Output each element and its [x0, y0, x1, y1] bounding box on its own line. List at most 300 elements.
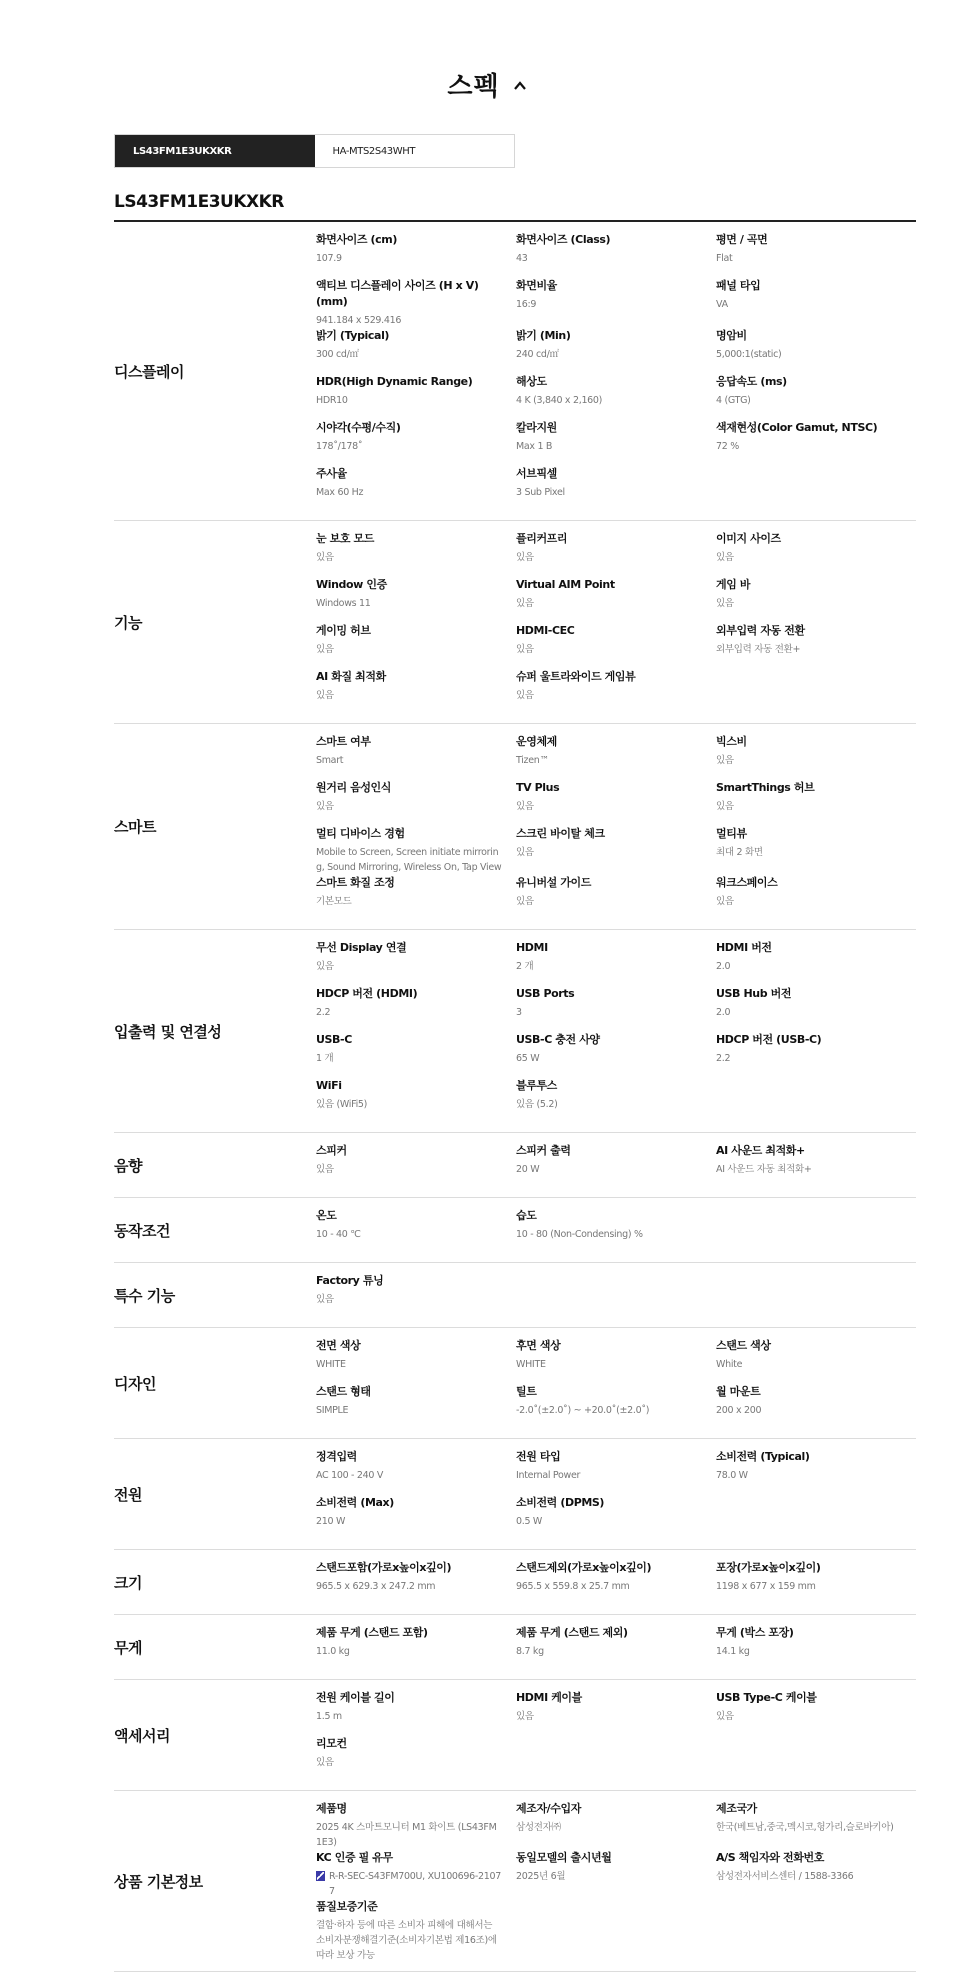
spec-value: 삼성전자㈜: [516, 1822, 561, 1833]
spec-item: [516, 1338, 716, 1384]
spec-item: [516, 1384, 716, 1430]
spec-item: [316, 1690, 516, 1736]
spec-value: White: [716, 1359, 743, 1370]
section-title: 스마트: [114, 818, 156, 836]
spec-value: HDR10: [316, 395, 348, 406]
spec-section: [114, 521, 916, 724]
spec-label: 소비전력 (DPMS): [516, 1496, 605, 1509]
section-title: 디자인: [114, 1374, 156, 1393]
spec-label: 스피커: [316, 1144, 347, 1157]
spec-label: 품질보증기준: [316, 1900, 378, 1913]
spec-value: 있음: [316, 690, 334, 701]
spec-value: 16:9: [516, 299, 537, 310]
spec-value: 있음: [716, 1711, 734, 1722]
spec-value: 있음: [716, 755, 734, 766]
spec-item: [516, 1143, 716, 1189]
spec-item: [516, 1560, 716, 1606]
spec-label: 슈퍼 울트라와이드 게임뷰: [516, 670, 636, 683]
spec-item: [716, 940, 916, 986]
spec-item: [516, 1495, 716, 1541]
spec-item: [316, 1736, 516, 1782]
spec-item: [316, 420, 516, 466]
spec-value: 있음: [316, 801, 334, 812]
spec-label: 후면 색상: [516, 1339, 561, 1352]
spec-label: 스탠드 색상: [716, 1339, 771, 1352]
spec-label: 서브픽셀: [516, 467, 557, 480]
spec-value: 있음: [316, 1294, 334, 1305]
spec-value: 1198 x 677 x 159 mm: [716, 1581, 816, 1592]
spec-label: 무게 (박스 포장): [716, 1626, 794, 1639]
spec-item: [716, 780, 916, 826]
spec-item: [716, 232, 916, 278]
spec-item: [516, 577, 716, 623]
spec-label: 응답속도 (ms): [716, 375, 787, 388]
spec-value: 한국(베트남,중국,멕시코,헝가리,슬로바키아): [716, 1822, 894, 1833]
spec-value: AC 100 - 240 V: [316, 1470, 384, 1481]
spec-value: 있음: [316, 644, 334, 655]
kc-cert-value: [316, 1869, 502, 1899]
spec-item: [716, 734, 916, 780]
spec-value: 있음: [516, 598, 534, 609]
spec-label: 칼라지원: [516, 421, 557, 434]
spec-label: 명암비: [716, 329, 747, 342]
spec-value: 있음: [516, 644, 534, 655]
spec-item: [316, 826, 516, 875]
spec-item: [516, 1850, 716, 1899]
spec-value: 있음: [516, 690, 534, 701]
spec-value: 있음: [716, 552, 734, 563]
spec-item: [716, 1625, 916, 1671]
spec-section: [114, 1439, 916, 1550]
spec-item: [316, 986, 516, 1032]
section-title: 기능: [114, 613, 142, 632]
section-title: 액세서리: [114, 1726, 170, 1745]
kc-mark-icon: [316, 1871, 325, 1881]
spec-item: [516, 669, 716, 715]
spec-label: HDCP 버전 (USB-C): [716, 1033, 822, 1046]
spec-value: R-R-SEC-S43FM700U, XU100696-21077: [329, 1871, 502, 1897]
spec-label: 소비전력 (Typical): [716, 1450, 810, 1463]
spec-label: HDMI 버전: [716, 941, 772, 954]
section-title: 상품 기본정보: [114, 1872, 203, 1891]
model-title: LS43FM1E3UKXKR: [114, 192, 284, 212]
spec-label: 색재현성(Color Gamut, NTSC): [716, 421, 878, 434]
spec-value: 43: [516, 253, 528, 264]
spec-value: Flat: [716, 253, 733, 264]
spec-item: [516, 232, 716, 278]
spec-item: [316, 875, 516, 921]
spec-value: 0.5 W: [516, 1516, 543, 1527]
spec-section: [114, 724, 916, 930]
spec-value: 있음: [316, 552, 334, 563]
spec-item: [316, 232, 516, 278]
spec-value: 있음: [516, 847, 534, 858]
spec-grid: [316, 1680, 916, 1790]
spec-section: [114, 1680, 916, 1791]
spec-value: 965.5 x 629.3 x 247.2 mm: [316, 1581, 436, 1592]
spec-item: [316, 1273, 516, 1319]
spec-label: HDMI 케이블: [516, 1691, 582, 1704]
section-title: 동작조건: [114, 1221, 170, 1240]
spec-value: WHITE: [516, 1359, 546, 1370]
spec-label: 패널 타입: [716, 279, 761, 292]
spec-label: WiFi: [316, 1079, 342, 1092]
spec-value: 있음: [516, 552, 534, 563]
spec-item: [316, 1078, 516, 1124]
spec-item: [716, 278, 916, 328]
spec-item: [316, 1801, 516, 1850]
spec-value: 8.7 kg: [516, 1646, 544, 1657]
spec-label: HDR(High Dynamic Range): [316, 375, 473, 388]
spec-item: [316, 328, 516, 374]
model-tabs: [114, 134, 515, 168]
spec-label: USB Hub 버전: [716, 987, 792, 1000]
spec-item: [516, 531, 716, 577]
spec-label: 스탠드포함(가로x높이x깊이): [316, 1561, 452, 1574]
spec-value: 있음: [316, 961, 334, 972]
spec-label: 제조국가: [716, 1802, 757, 1815]
spec-value: 있음: [516, 801, 534, 812]
spec-label: 이미지 사이즈: [716, 532, 781, 545]
spec-item: [316, 577, 516, 623]
spec-label: 스피커 출력: [516, 1144, 571, 1157]
spec-label: 동일모델의 출시년월: [516, 1851, 612, 1864]
spec-label: 게임 바: [716, 578, 751, 591]
spec-item: [716, 420, 916, 466]
spec-value: 210 W: [316, 1516, 346, 1527]
spec-value: VA: [716, 299, 728, 310]
spec-label: USB-C: [316, 1033, 352, 1046]
spec-label: Virtual AIM Point: [516, 578, 615, 591]
spec-item: [316, 1495, 516, 1541]
spec-grid: [316, 1263, 916, 1327]
spec-label: 블루투스: [516, 1079, 557, 1092]
spec-item: [516, 986, 716, 1032]
spec-value: Mobile to Screen, Screen initiate mirroring, Sound Mirroring, Wireless On, Tap View: [316, 847, 502, 873]
spec-item: [516, 780, 716, 826]
spec-label: 온도: [316, 1209, 337, 1222]
spec-label: 플리커프리: [516, 532, 568, 545]
spec-item: [316, 1143, 516, 1189]
section-title: 무게: [114, 1638, 142, 1657]
spec-header[interactable]: [0, 64, 973, 104]
spec-value: 2.0: [716, 1007, 731, 1018]
spec-label: KC 인증 필 유무: [316, 1851, 393, 1864]
spec-section: [114, 1791, 916, 1972]
spec-value: 240 cd/㎡: [516, 349, 559, 360]
tab-ha-mts2s43wht[interactable]: HA-MTS2S43WHT: [315, 135, 515, 167]
spec-label: 게이밍 허브: [316, 624, 371, 637]
spec-item: [516, 1625, 716, 1671]
spec-grid: [316, 521, 916, 723]
spec-value: 4 (GTG): [716, 395, 751, 406]
spec-value: 기본모드: [316, 896, 352, 907]
spec-label: HDCP 버전 (HDMI): [316, 987, 418, 1000]
spec-item: [716, 1449, 916, 1495]
spec-grid: [316, 1550, 916, 1614]
spec-grid: [316, 1133, 916, 1197]
spec-value: 2.2: [716, 1053, 731, 1064]
spec-label: 스탠드제외(가로x높이x깊이): [516, 1561, 652, 1574]
spec-value: 있음: [516, 896, 534, 907]
spec-value: Max 60 Hz: [316, 487, 364, 498]
spec-label: 화면사이즈 (Class): [516, 233, 611, 246]
spec-grid: [316, 222, 916, 520]
spec-label: TV Plus: [516, 781, 560, 794]
spec-value: SIMPLE: [316, 1405, 349, 1416]
spec-label: 전원 케이블 길이: [316, 1691, 395, 1704]
spec-value: 결함·하자 등에 따른 소비자 피해에 대해서는 소비자분쟁해결기준(소비자기본법 제16조)에 따라 보상 가능: [316, 1920, 497, 1961]
chevron-up-icon: [514, 80, 526, 92]
spec-item: [316, 531, 516, 577]
spec-item: [316, 278, 516, 328]
spec-item: [316, 734, 516, 780]
spec-grid: [316, 1791, 916, 1971]
spec-value: 72 %: [716, 441, 739, 452]
spec-item: [716, 1032, 916, 1078]
spec-label: 제품 무게 (스탠드 포함): [316, 1626, 428, 1639]
spec-value: 2025년 6월: [516, 1871, 566, 1882]
spec-item: [716, 1850, 916, 1899]
spec-value: AI 사운드 자동 최적화+: [716, 1164, 812, 1175]
spec-item: [516, 623, 716, 669]
spec-label: 습도: [516, 1209, 537, 1222]
spec-value: Windows 11: [316, 598, 371, 609]
spec-item: [516, 1078, 716, 1124]
spec-value: 941.184 x 529.416: [316, 315, 402, 326]
spec-item: [316, 1625, 516, 1671]
spec-section: [114, 1550, 916, 1615]
spec-section: [114, 930, 916, 1133]
spec-item: [316, 1449, 516, 1495]
spec-item: [716, 1143, 916, 1189]
spec-item: [516, 278, 716, 328]
spec-label: A/S 책임자와 전화번호: [716, 1851, 824, 1864]
spec-label: 리모컨: [316, 1737, 347, 1750]
spec-label: Window 인증: [316, 578, 387, 591]
spec-value: 20 W: [516, 1164, 540, 1175]
section-title: 크기: [114, 1573, 142, 1592]
spec-item: [516, 826, 716, 875]
spec-value: WHITE: [316, 1359, 346, 1370]
spec-label: 외부입력 자동 전환: [716, 624, 805, 637]
spec-label: 스마트 화질 조정: [316, 876, 395, 889]
spec-item: [516, 1032, 716, 1078]
spec-item: [516, 940, 716, 986]
spec-item: [316, 1338, 516, 1384]
spec-value: 178˚/178˚: [316, 441, 363, 452]
spec-value: 있음 (5.2): [516, 1099, 558, 1110]
spec-section: [114, 1615, 916, 1680]
spec-label: 화면비율: [516, 279, 557, 292]
spec-item: [516, 875, 716, 921]
spec-item: [316, 1560, 516, 1606]
tab-ls43fm1e3ukxkr[interactable]: LS43FM1E3UKXKR: [115, 135, 315, 167]
spec-section: [114, 1328, 916, 1439]
spec-label: 월 마운트: [716, 1385, 761, 1398]
spec-item: [716, 875, 916, 921]
spec-grid: [316, 1615, 916, 1679]
spec-label: USB-C 충전 사양: [516, 1033, 600, 1046]
spec-label: 스마트 여부: [316, 735, 371, 748]
spec-label: HDMI-CEC: [516, 624, 575, 637]
spec-grid: [316, 1328, 916, 1438]
spec-label: 틸트: [516, 1385, 537, 1398]
spec-label: 해상도: [516, 375, 547, 388]
spec-label: 밝기 (Typical): [316, 329, 390, 342]
section-title: 디스플레이: [114, 362, 184, 381]
spec-value: 10 - 80 (Non-Condensing) %: [516, 1229, 643, 1240]
spec-item: [316, 1899, 516, 1963]
spec-value: 있음: [316, 1164, 334, 1175]
spec-item: [716, 986, 916, 1032]
spec-label: 화면사이즈 (cm): [316, 233, 397, 246]
spec-item: [716, 623, 916, 669]
spec-label: 빅스비: [716, 735, 747, 748]
spec-label: 전면 색상: [316, 1339, 361, 1352]
spec-item: [516, 1801, 716, 1850]
spec-label: 멀티뷰: [716, 827, 747, 840]
spec-value: 1 개: [316, 1053, 334, 1064]
spec-section: [114, 1263, 916, 1328]
section-title: 전원: [114, 1485, 142, 1504]
spec-label: 원거리 음성인식: [316, 781, 392, 794]
spec-item: [316, 940, 516, 986]
spec-label: 액티브 디스플레이 사이즈 (H x V) (mm): [316, 279, 479, 308]
spec-value: 2.2: [316, 1007, 331, 1018]
spec-item: [316, 1850, 516, 1899]
spec-item: [316, 780, 516, 826]
spec-grid: [316, 724, 916, 929]
spec-item: [516, 1449, 716, 1495]
spec-value: 있음: [316, 1757, 334, 1768]
spec-item: [716, 1560, 916, 1606]
spec-label: AI 사운드 최적화+: [716, 1144, 805, 1157]
spec-value: Max 1 B: [516, 441, 553, 452]
spec-value: 있음: [716, 801, 734, 812]
spec-value: Internal Power: [516, 1470, 581, 1481]
spec-value: 있음: [516, 1711, 534, 1722]
spec-item: [716, 577, 916, 623]
spec-item: [316, 466, 516, 512]
spec-value: 1.5 m: [316, 1711, 342, 1722]
spec-grid: [316, 930, 916, 1132]
spec-label: 제품명: [316, 1802, 347, 1815]
page-title: 스펙: [447, 71, 500, 102]
spec-item: [716, 374, 916, 420]
spec-label: 주사율: [316, 467, 347, 480]
spec-label: USB Type-C 케이블: [716, 1691, 817, 1704]
spec-value: 4 K (3,840 x 2,160): [516, 395, 603, 406]
spec-value: 107.9: [316, 253, 342, 264]
spec-item: [716, 1338, 916, 1384]
spec-label: 제품 무게 (스탠드 제외): [516, 1626, 628, 1639]
spec-label: 시야각(수평/수직): [316, 421, 401, 434]
spec-label: 제조자/수입자: [516, 1802, 581, 1815]
spec-item: [316, 623, 516, 669]
section-title: 입출력 및 연결성: [114, 1022, 222, 1041]
spec-value: 2025 4K 스마트모니터 M1 화이트 (LS43FM1E3): [316, 1822, 497, 1848]
spec-value: 최대 2 화면: [716, 847, 763, 858]
spec-value: Smart: [316, 755, 344, 766]
spec-table: [114, 220, 916, 1972]
section-title: 음향: [114, 1156, 142, 1175]
spec-value: 삼성전자서비스센터 / 1588-3366: [716, 1871, 854, 1882]
spec-label: Factory 튜닝: [316, 1274, 384, 1287]
spec-item: [316, 669, 516, 715]
spec-value: 외부입력 자동 전환+: [716, 644, 801, 655]
spec-item: [716, 328, 916, 374]
spec-value: -2.0˚(±2.0˚) ~ +20.0˚(±2.0˚): [516, 1405, 650, 1416]
spec-item: [716, 531, 916, 577]
spec-item: [516, 466, 716, 512]
spec-section: [114, 1133, 916, 1198]
spec-value: 965.5 x 559.8 x 25.7 mm: [516, 1581, 630, 1592]
spec-value: 있음 (WiFi5): [316, 1099, 368, 1110]
spec-item: [716, 1690, 916, 1736]
spec-item: [516, 374, 716, 420]
section-title: 특수 기능: [114, 1286, 175, 1305]
spec-label: 소비전력 (Max): [316, 1496, 394, 1509]
spec-label: 워크스페이스: [716, 876, 778, 889]
spec-label: SmartThings 허브: [716, 781, 815, 794]
spec-label: 포장(가로x높이x깊이): [716, 1561, 821, 1574]
spec-item: [516, 734, 716, 780]
spec-value: 3: [516, 1007, 522, 1018]
spec-label: 무선 Display 연결: [316, 941, 407, 954]
spec-item: [716, 826, 916, 875]
spec-value: 78.0 W: [716, 1470, 748, 1481]
spec-label: 운영체제: [516, 735, 557, 748]
spec-item: [316, 1032, 516, 1078]
spec-value: 있음: [716, 598, 734, 609]
spec-item: [516, 1208, 716, 1254]
spec-label: 스탠드 형태: [316, 1385, 371, 1398]
spec-label: 정격입력: [316, 1450, 357, 1463]
spec-item: [516, 328, 716, 374]
spec-item: [316, 1208, 516, 1254]
spec-grid: [316, 1439, 916, 1549]
spec-item: [316, 1384, 516, 1430]
spec-value: 65 W: [516, 1053, 540, 1064]
spec-value: 5,000:1(static): [716, 349, 782, 360]
spec-section: [114, 1198, 916, 1263]
spec-value: 2 개: [516, 961, 534, 972]
spec-label: 밝기 (Min): [516, 329, 571, 342]
spec-label: 멀티 디바이스 경험: [316, 827, 405, 840]
spec-value: 10 - 40 ℃: [316, 1229, 361, 1240]
spec-value: Tizen™: [516, 755, 549, 766]
spec-value: 11.0 kg: [316, 1646, 350, 1657]
spec-grid: [316, 1198, 916, 1262]
spec-label: USB Ports: [516, 987, 575, 1000]
spec-value: 14.1 kg: [716, 1646, 750, 1657]
spec-section: [114, 222, 916, 521]
spec-item: [316, 374, 516, 420]
spec-item: [516, 1690, 716, 1736]
spec-item: [516, 420, 716, 466]
spec-value: 있음: [716, 896, 734, 907]
spec-label: AI 화질 최적화: [316, 670, 386, 683]
spec-label: 스크린 바이탈 체크: [516, 827, 605, 840]
spec-label: 유니버설 가이드: [516, 876, 592, 889]
spec-item: [716, 1384, 916, 1430]
spec-label: 눈 보호 모드: [316, 532, 374, 545]
spec-label: 전원 타입: [516, 1450, 561, 1463]
spec-value: 2.0: [716, 961, 731, 972]
spec-label: 평면 / 곡면: [716, 233, 768, 246]
spec-value: 200 x 200: [716, 1405, 762, 1416]
